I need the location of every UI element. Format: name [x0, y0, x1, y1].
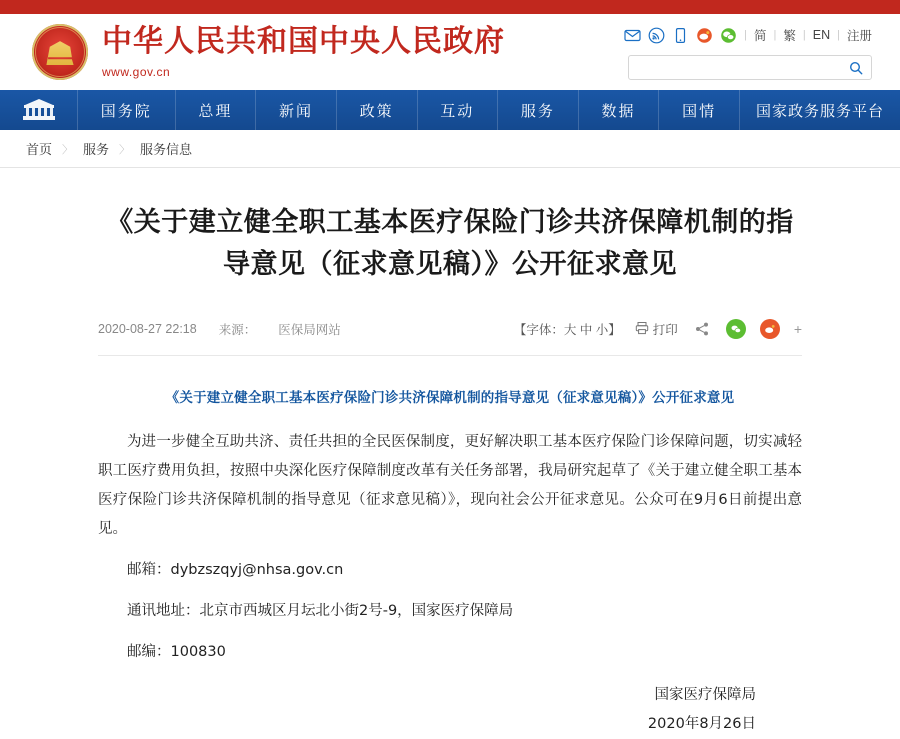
wechat-icon[interactable]: [720, 27, 737, 44]
breadcrumb: [0, 130, 900, 168]
weibo-icon[interactable]: [696, 27, 713, 44]
paragraph-1: 为进一步健全互助共济、责任共担的全民医保制度，更好解决职工基本医疗保险门诊保障问题，切实减轻职工医疗费用负担，按照中央深化医疗保障制度改革有关任务部署，我局研究起草了《关于建立健全职工基本医疗保险门诊共济保障机制的指导意见（征求意见稿）》，现向社会公开征求意见。公众可在9月6日前提出意见。: [98, 433, 802, 537]
mobile-icon[interactable]: [672, 27, 689, 44]
breadcrumb-separator: 〉: [62, 143, 74, 156]
wechat-share-icon[interactable]: [726, 319, 746, 339]
nav-item-shuju[interactable]: 数据: [579, 90, 660, 130]
header-right: [624, 24, 882, 80]
nav-item-zongli[interactable]: 总理: [176, 90, 257, 130]
rss-icon[interactable]: [648, 27, 665, 44]
signoff-date: 2020年8月26日: [647, 715, 756, 732]
nav-item-guoqing[interactable]: 国情: [659, 90, 740, 130]
register-link[interactable]: 注册: [846, 29, 872, 43]
share-icon[interactable]: [692, 319, 712, 339]
lang-traditional-link[interactable]: 繁: [783, 29, 796, 43]
lang-en-link[interactable]: EN: [812, 28, 831, 42]
mail-icon[interactable]: [624, 27, 641, 44]
paragraph-email: 邮箱：dybzszqyj@nhsa.gov.cn: [127, 561, 344, 578]
article-meta-left: [98, 320, 341, 338]
nav-item-zhengce[interactable]: 政策: [337, 90, 418, 130]
nav-home-icon[interactable]: [0, 90, 78, 130]
publish-date: 2020-08-27 22:18: [98, 322, 197, 337]
top-red-bar: [0, 0, 900, 14]
weibo-share-icon[interactable]: [760, 319, 780, 339]
article-meta-right: [514, 319, 802, 339]
header-tools: [624, 24, 872, 46]
signoff-organization: 国家医疗保障局: [654, 686, 756, 703]
divider: |: [773, 29, 777, 41]
site-url: www.gov.cn: [102, 64, 171, 79]
font-size-control[interactable]: 【字体：大 中 小】: [513, 323, 621, 338]
breadcrumb-item-service-info[interactable]: 服务信息: [140, 142, 193, 157]
article-body: [98, 428, 802, 667]
nav-item-fuwu[interactable]: 服务: [498, 90, 579, 130]
article-signoff: [98, 681, 802, 739]
print-button[interactable]: [635, 320, 678, 338]
article-subtitle: 《关于建立健全职工基本医疗保险门诊共济保障机制的指导意见（征求意见稿）》公开征求意见: [165, 389, 735, 405]
national-emblem-icon: [32, 24, 88, 80]
article: [0, 168, 900, 739]
nav-item-national-service-platform[interactable]: 国家政务服务平台: [755, 102, 884, 120]
paragraph-address: 通讯地址：北京市西城区月坛北小街2号-9，国家医疗保障局: [127, 602, 514, 619]
paragraph-postcode: 邮编：100830: [127, 643, 226, 660]
site-name: 中华人民共和国中央人民政府: [102, 23, 505, 59]
search-input[interactable]: [635, 56, 847, 79]
printer-icon: [635, 321, 649, 338]
nav-item-guowuyuan[interactable]: 国务院: [78, 90, 176, 130]
nav-item-xinwen[interactable]: 新闻: [256, 90, 337, 130]
search-box[interactable]: [628, 55, 872, 80]
plus-icon[interactable]: +: [793, 321, 802, 338]
search-icon[interactable]: [847, 59, 865, 77]
article-meta: [98, 316, 802, 356]
source-label: 来源：: [218, 323, 257, 338]
main-nav: [0, 90, 900, 130]
breadcrumb-item-service[interactable]: 服务: [83, 142, 110, 157]
divider: |: [802, 29, 806, 41]
breadcrumb-item-home[interactable]: 首页: [26, 142, 53, 157]
print-label: 打印: [652, 323, 678, 338]
nav-item-hudong[interactable]: 互动: [418, 90, 499, 130]
site-brand[interactable]: [102, 23, 505, 79]
lang-simplified-link[interactable]: 简: [754, 29, 767, 43]
divider: |: [744, 29, 747, 41]
breadcrumb-separator: 〉: [119, 143, 131, 156]
page-title: 《关于建立健全职工基本医疗保险门诊共济保障机制的指导意见（征求意见稿）》公开征求意见: [106, 207, 794, 280]
divider: |: [837, 29, 840, 41]
source-value[interactable]: 医保局网站: [278, 323, 341, 338]
site-header: [0, 14, 900, 90]
